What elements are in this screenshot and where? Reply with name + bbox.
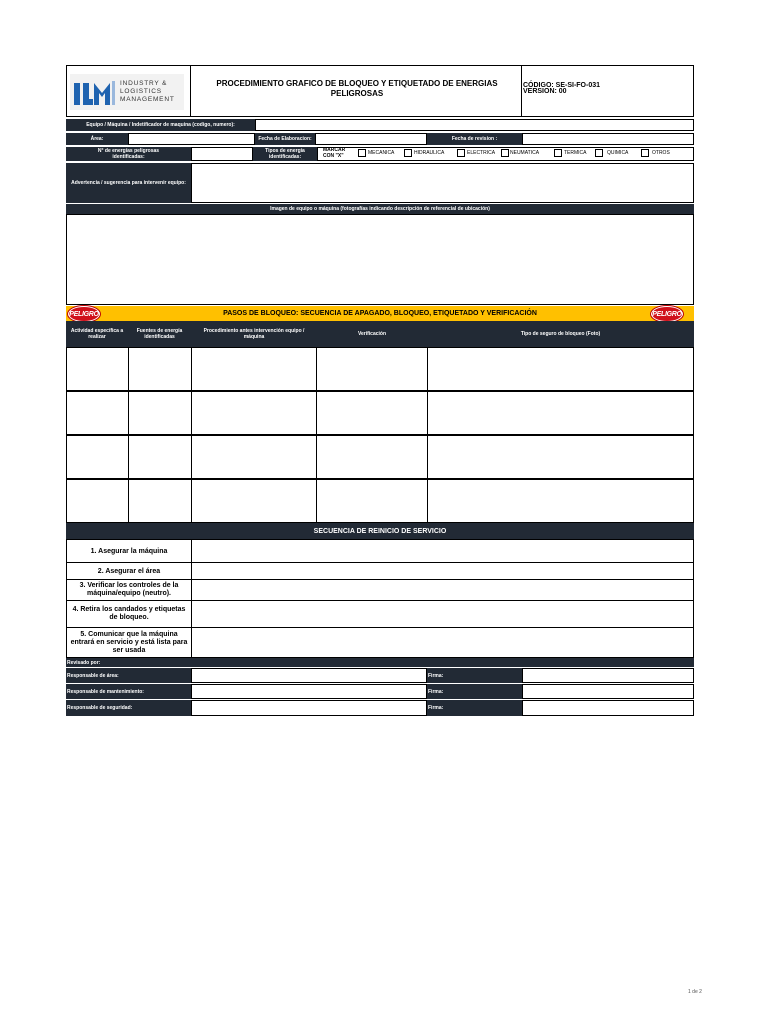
reinicio-step-1-field[interactable] — [191, 539, 694, 563]
table-col-divider — [316, 347, 317, 523]
energy-otros-label: OTROS — [652, 150, 670, 156]
reinicio-step-1: 1. Asegurar la máquina — [66, 539, 192, 563]
reinicio-step-3: 3. Verificar los controles de la máquina/equipo (neutro). — [66, 579, 192, 601]
table-col-divider — [128, 347, 129, 523]
equipo-label: Equipo / Máquina / Indetificador de maquina (codigo, numero): — [66, 119, 255, 131]
checkbox-mecanica[interactable] — [358, 149, 366, 157]
reinicio-step-5-field[interactable] — [191, 627, 694, 658]
pasos-title: PASOS DE BLOQUEO: SECUENCIA DE APAGADO, BLOQUEO, ETIQUETADO Y VERIFICACIÓN — [223, 310, 537, 317]
table-col-divider — [191, 347, 192, 523]
table-row[interactable] — [66, 347, 694, 391]
table-row[interactable] — [66, 435, 694, 479]
reinicio-title: SECUENCIA DE REINICIO DE SERVICIO — [66, 523, 694, 539]
form-code: CÓDIGO: SE-SI-FO-031 — [523, 82, 601, 89]
responsable-seguridad-label: Responsable de seguridad: — [66, 700, 191, 716]
responsable-seguridad-field[interactable] — [191, 700, 427, 716]
checkbox-electrica[interactable] — [457, 149, 465, 157]
energias-count-label: N° de energías peligrosas identificadas: — [66, 147, 191, 161]
checkbox-termica[interactable] — [554, 149, 562, 157]
peligro-badge-right: PELIGRO — [651, 306, 683, 322]
reinicio-step-4-field[interactable] — [191, 600, 694, 628]
firma-area-field[interactable] — [522, 668, 694, 683]
responsable-area-label: Responsable de área: — [66, 668, 191, 683]
area-label: Área: — [66, 133, 128, 145]
reinicio-step-5: 5. Comunicar que la máquina entrará en servicio y está lista para ser usada — [66, 627, 192, 658]
fecha-revision-field[interactable] — [522, 133, 694, 145]
checkbox-otros[interactable] — [641, 149, 649, 157]
tipos-energia-label: Tipos de energía identificadas: — [253, 147, 317, 161]
marcar-label: MARCAR CON "X" — [323, 147, 346, 159]
col-fuentes: Fuentes de energía identificadas — [128, 321, 191, 347]
table-row[interactable] — [66, 391, 694, 435]
header-divider-1 — [190, 65, 191, 117]
fecha-elaboracion-label: Fecha de Elaboracion: — [255, 133, 315, 145]
peligro-badge-left: PELIGRO — [68, 306, 100, 322]
energy-neumatica-label: NEUMATICA — [510, 150, 540, 156]
table-row[interactable] — [66, 479, 694, 523]
table-col-divider — [427, 347, 428, 523]
firma-seguridad-field[interactable] — [522, 700, 694, 716]
fecha-elaboracion-field[interactable] — [315, 133, 427, 145]
header-divider-2 — [521, 65, 522, 117]
checkbox-neumatica[interactable] — [501, 149, 509, 157]
company-logo — [70, 74, 184, 110]
firma-seguridad-label: Firma: — [427, 700, 522, 716]
advertencia-field[interactable] — [191, 163, 694, 203]
firma-mantenimiento-field[interactable] — [522, 684, 694, 699]
page-number: 1 de 2 — [688, 989, 702, 995]
equipo-field[interactable] — [255, 119, 694, 131]
form-title: PROCEDIMIENTO GRAFICO DE BLOQUEO Y ETIQUETADO DE ENERGIAS PELIGROSAS — [216, 79, 498, 98]
responsable-area-field[interactable] — [191, 668, 427, 683]
checkbox-quimica[interactable] — [595, 149, 603, 157]
energy-termica-label: TERMICA — [564, 150, 587, 156]
energy-electrica-label: ELECTRICA — [467, 150, 496, 156]
energy-quimica-label: QUIMICA — [607, 150, 629, 156]
reinicio-step-2: 2. Asegurar el área — [66, 562, 192, 580]
advertencia-label: Advertencia / sugerencia para intervenir equipo: — [66, 163, 191, 203]
energy-mecanica-label: MECANICA — [368, 150, 395, 156]
col-tipo-seguro: Tipo de seguro de bloqueo (Foto) — [427, 321, 694, 347]
col-actividad: Actividad específica a realizar — [66, 321, 128, 347]
col-procedimiento: Procedimiento antes intervención equipo / máquina — [191, 321, 317, 347]
reinicio-step-3-field[interactable] — [191, 579, 694, 601]
logo-text: INDUSTRY & LOGISTICS MANAGEMENT — [120, 80, 175, 103]
form-version: VERSION: 00 — [523, 88, 567, 95]
reinicio-step-4: 4. Retira los candados y etiquetas de bloqueo. — [66, 600, 192, 628]
responsable-mantenimiento-label: Responsable de mantenimiento: — [66, 684, 191, 699]
energy-hidraulica-label: HIDRAULICA — [414, 150, 445, 156]
fecha-revision-label: Fecha de revision : — [427, 133, 522, 145]
col-verificacion: Verificación — [317, 321, 427, 347]
revisado-label: Revisado por: — [66, 658, 694, 667]
firma-mantenimiento-label: Firma: — [427, 684, 522, 699]
imagen-label: Imagen de equipo o máquina (fotografías indicando descripción de referencial de ubicación) — [66, 204, 694, 214]
ilm-logo-icon — [72, 77, 118, 107]
firma-area-label: Firma: — [427, 668, 522, 683]
responsable-mantenimiento-field[interactable] — [191, 684, 427, 699]
energias-count-field[interactable] — [191, 147, 253, 161]
area-field[interactable] — [128, 133, 255, 145]
checkbox-hidraulica[interactable] — [404, 149, 412, 157]
imagen-area[interactable] — [66, 214, 694, 305]
reinicio-step-2-field[interactable] — [191, 562, 694, 580]
